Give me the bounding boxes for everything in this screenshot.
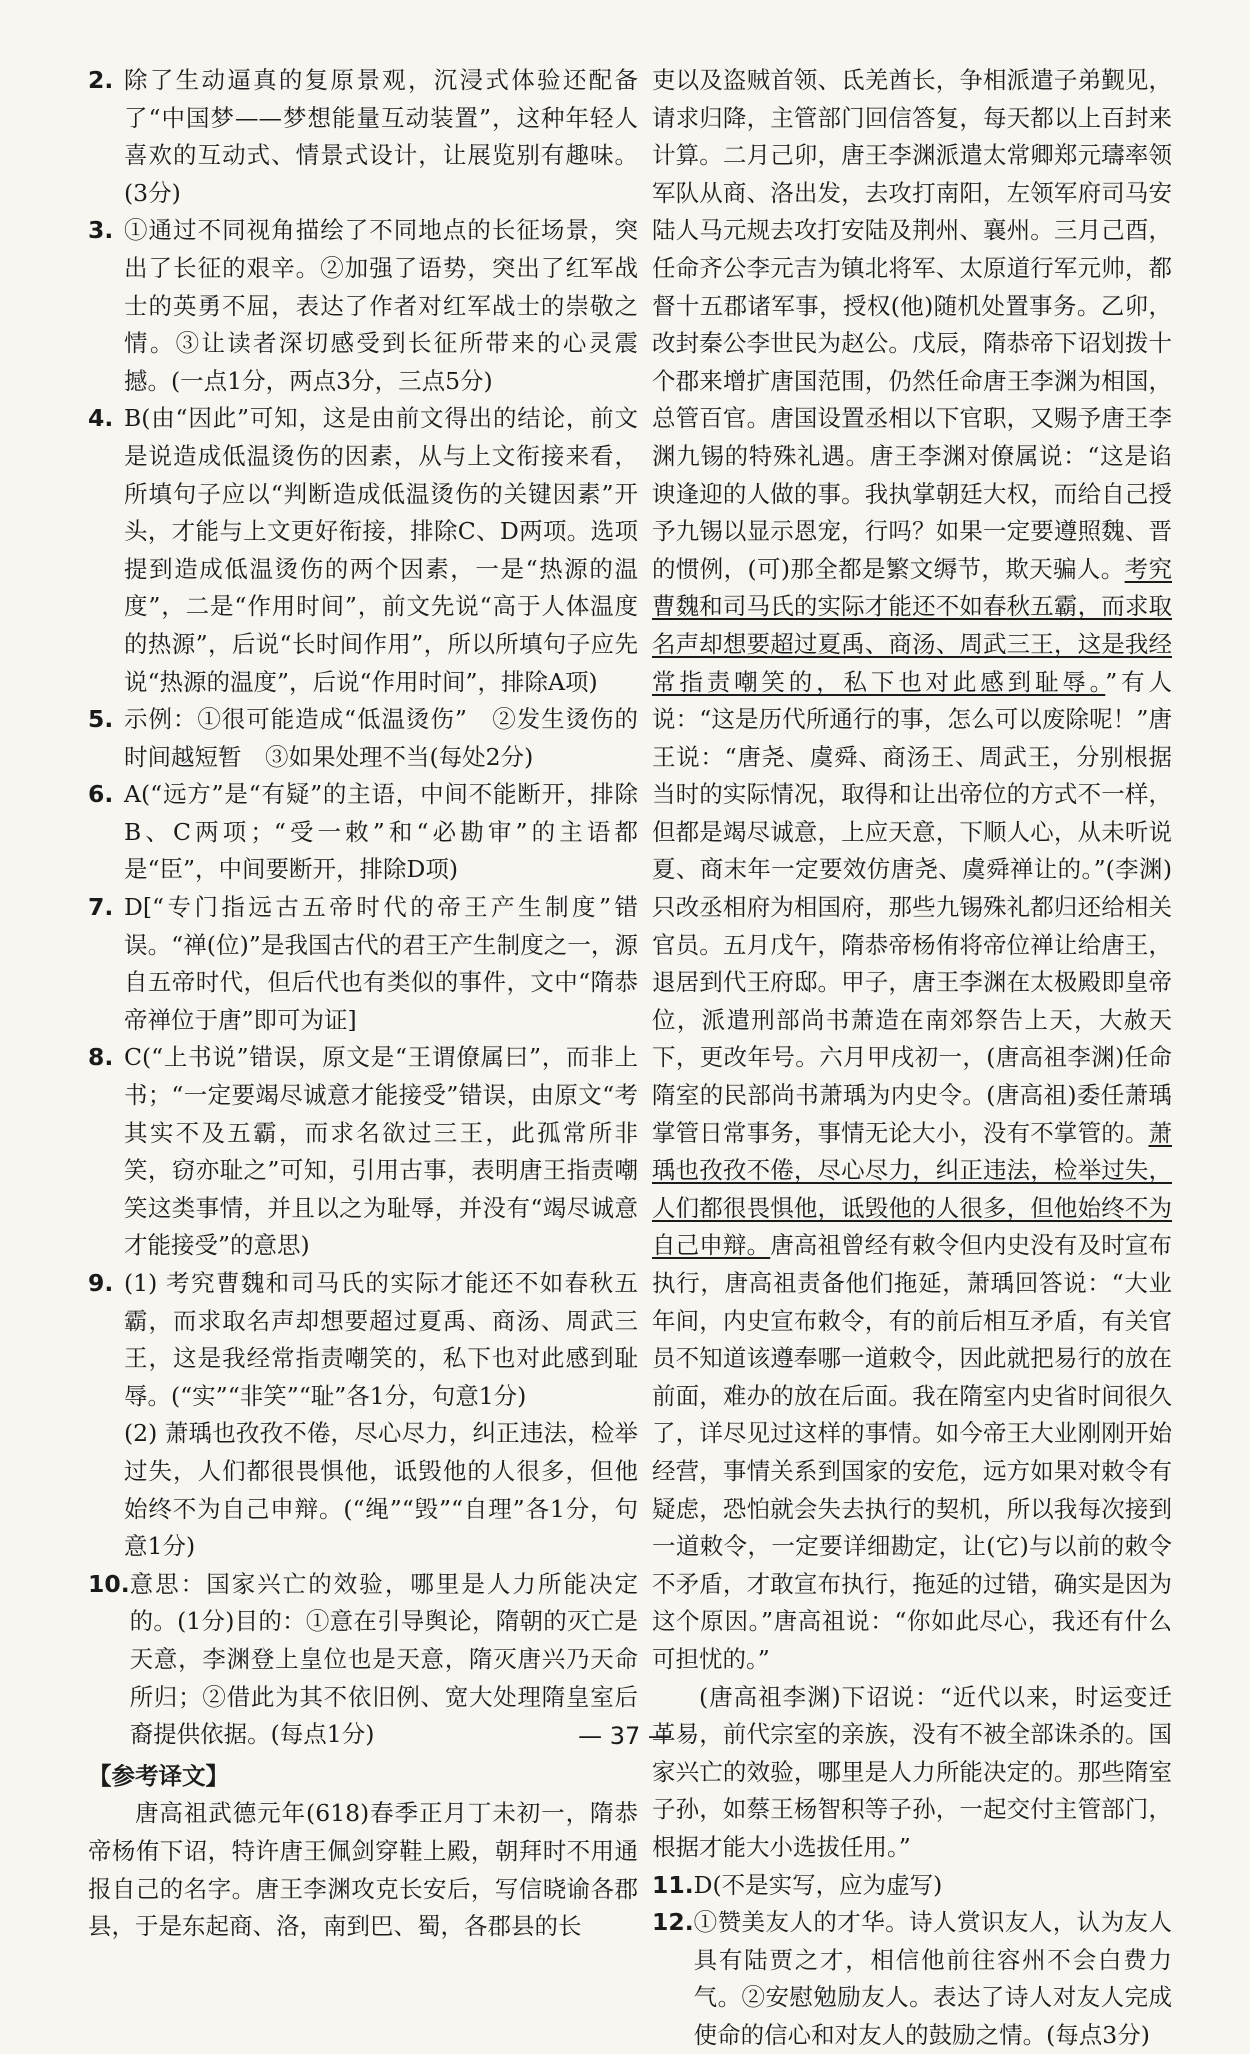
item-subpart-2: (2) 萧瑀也孜孜不倦，尽心尽力，纠正违法，检举过失，人们都很畏惧他，诋毁他的人很多，但他始终不为自己申辩。(“绳”“毁”“自理”各1分，句意1分) <box>124 1419 638 1561</box>
translation-text: 吏以及盗贼首领、氐羌酋长，争相派遣子弟觐见，请求归降，主管部门回信答复，每天都以上百封来计算。二月己卯，唐王李渊派遣太常卿郑元璹率领军队从商、洛出发，去攻打南阳，左领军府司马安陆人马元规去攻打安陆及荆州、襄州。三月己酉，任命齐公李元吉为镇北将军、太原道行军元帅，都督十五郡诸军事，授权(他)随机处置事务。乙卯，改封秦公李世民为赵公。戊辰，隋恭帝下诏划拨十个郡来增扩唐国范围，仍然任命唐王李渊为相国，总管百官。唐国设置丞相以下官职，又赐予唐王李渊九锡的特殊礼遇。唐王李渊对僚属说：“这是谄谀逢迎的人做的事。我执掌朝廷大权，而给自己授予九锡以显示恩宠，行吗？如果一定要遵照魏、晋的惯例，(可)那全都是繁文缛节，欺天骗人。 <box>652 66 1172 583</box>
answer-item-7 <box>88 889 638 1039</box>
translation-text: ”有人说：“这是历代所通行的事，怎么可以废除呢！”唐王说：“唐尧、虞舜、商汤王、周武王，分别根据当时的实际情况，取得和让出帝位的方式不一样，但都是竭尽诚意，上应天意，下顺人心，从未听说夏、商末年一定要效仿唐尧、虞舜禅让的。”(李渊)只改丞相府为相国府，那些九锡殊礼都归还给相关官员。五月戊午，隋恭帝杨侑将帝位禅让给唐王，退居到代王府邸。甲子，唐王李渊在太极殿即皇帝位，派遣刑部尚书萧造在南郊祭告上天，大赦天下，更改年号。六月甲戌初一，(唐高祖李渊)任命隋室的民部尚书萧瑀为内史令。(唐高祖)委任萧瑀掌管日常事务，事情无论大小，没有不掌管的。 <box>652 667 1173 1147</box>
left-column <box>88 62 638 1946</box>
underlined-sentence-1: 考究曹魏和司马氏的实际才能还不如春秋五霸，而求取名声却想要超过夏禹、商汤、周武三王，这是我经常指责嘲笑的，私下也对此感到耻辱。 <box>652 554 1172 696</box>
item-text: 意思：国家兴亡的效验，哪里是人力所能决定的。(1分)目的：①意在引导舆论，隋朝的灭亡是天意，李渊登上皇位也是天意，隋灭唐兴乃天命所归；②借此为其不依旧例、宽大处理隋皇室后裔提供依据。(每点1分) <box>129 1569 638 1749</box>
item-text: D[“专门指远古五帝时代的帝王产生制度”错误。“禅(位)”是我国古代的君王产生制度之一，源自五帝时代，但后代也有类似的事件，文中“隋恭帝禅位于唐”即可为证] <box>124 893 638 1034</box>
right-column <box>652 62 1172 2054</box>
item-text: B(由“因此”可知，这是由前文得出的结论，前文是说造成低温烫伤的因素，从与上文衔接来看，所填句子应以“判断造成低温烫伤的关键因素”开头，才能与上文更好衔接，排除C、D两项。选项提到造成低温烫伤的两个因素，一是“热源的温度”，二是“作用时间”，前文先说“高于人体温度的热源”，后说“长时间作用”，所以所填句子应先说“热源的温度”，后说“作用时间”，排除A项) <box>124 404 638 696</box>
item-text: A(“远方”是“有疑”的主语，中间不能断开，排除B、C两项；“受一敕”和“必勘审”的主语都是“臣”，中间要断开，排除D项) <box>124 780 638 884</box>
item-text: C(“上书说”错误，原文是“王谓僚属曰”，而非上书；“一定要竭尽诚意才能接受”错误，由原文“考其实不及五霸，而求名欲过三王，此孤常所非笑，窃亦耻之”可知，引用古事，表明唐王指责嘲笑这类事情，并且以之为耻辱，并没有“竭尽诚意才能接受”的意思) <box>124 1043 638 1260</box>
answer-item-8 <box>88 1039 638 1265</box>
item-number: 6. <box>88 780 114 809</box>
answer-item-6 <box>88 776 638 889</box>
item-number: 11. <box>652 1870 694 1899</box>
item-number: 2. <box>88 66 114 94</box>
answer-item-2 <box>88 62 638 212</box>
item-subpart-1: (1) 考究曹魏和司马氏的实际才能还不如春秋五霸，而求取名声却想要超过夏禹、商汤、周武三王，这是我经常指责嘲笑的，私下也对此感到耻辱。(“实”“非笑”“耻”各1分，句意1分) <box>124 1269 638 1410</box>
item-text: ①通过不同视角描绘了不同地点的长征场景，突出了长征的艰辛。②加强了语势，突出了红军战士的英勇不屈，表达了作者对红军战士的崇敬之情。③让读者深切感受到长征所带来的心灵震撼。(一点1分，两点3分，三点5分) <box>124 216 638 395</box>
translation-paragraph-edict: (唐高祖李渊)下诏说：“近代以来，时运变迁革易，前代宗室的亲族，没有不被全部诛杀的。国家兴亡的效验，哪里是人力所能决定的。那些隋室子孙，如蔡王杨智积等子孙，一起交付主管部门，根据才能大小选拔任用。” <box>652 1682 1172 1861</box>
translation-text: 唐高祖曾经有敕令但内史没有及时宣布执行，唐高祖责备他们拖延，萧瑀回答说：“大业年间，内史宣布敕令，有的前后相互矛盾，有关官员不知道该遵奉哪一道敕令，因此就把易行的放在前面，难办的放在后面。我在隋室内史省时间很久了，详尽见过这样的事情。如今帝王大业刚刚开始经营，事情关系到国家的安危，远方如果对敕令有疑虑，恐怕就会失去执行的契机，所以我每次接到一道敕令，一定要详细勘定，让(它)与以前的敕令不矛盾，才敢宣布执行，拖延的过错，确实是因为这个原因。”唐高祖说：“你如此尽心，我还有什么可担忧的。” <box>652 1231 1173 1673</box>
item-text: D(不是实写，应为虚写) <box>693 1870 943 1899</box>
item-number: 7. <box>88 893 114 922</box>
translation-heading: 【参考译文】 <box>88 1761 229 1790</box>
answer-item-12 <box>652 1904 1172 2054</box>
answer-item-11 <box>652 1867 1172 1905</box>
item-number: 9. <box>88 1269 114 1297</box>
item-number: 12. <box>652 1908 694 1937</box>
answer-item-5 <box>88 701 638 776</box>
answer-item-4 <box>88 400 638 701</box>
item-number: 4. <box>88 404 114 433</box>
item-text: ①赞美友人的才华。诗人赏识友人，认为友人具有陆贾之才，相信他前往容州不会白费力气。②安慰勉励友人。表达了诗人对友人完成使命的信心和对友人的鼓励之情。(每点3分) <box>693 1908 1172 2049</box>
item-number: 8. <box>88 1043 114 1072</box>
underlined-sentence-2: 萧瑀也孜孜不倦，尽心尽力，纠正违法，检举过失，人们都很畏惧他，诋毁他的人很多，但他始终不为自己申辩。 <box>652 1118 1172 1260</box>
item-number: 10. <box>88 1569 130 1598</box>
translation-paragraph-continued <box>652 62 1172 1679</box>
item-body <box>124 1265 638 1566</box>
answer-item-3 <box>88 212 638 400</box>
item-text: 示例：①很可能造成“低温烫伤” ②发生烫伤的时间越短暂 ③如果处理不当(每处2分) <box>124 705 638 771</box>
item-number: 3. <box>88 216 114 245</box>
answer-item-9 <box>88 1265 638 1566</box>
item-number: 5. <box>88 705 114 734</box>
translation-paragraph-start: 唐高祖武德元年(618)春季正月丁未初一，隋恭帝杨侑下诏，特许唐王佩剑穿鞋上殿，朝拜时不用通报自己的名字。唐王李渊攻克长安后，写信晓谕各郡县，于是东起商、洛，南到巴、蜀，各郡县的长 <box>88 1799 638 1941</box>
page-number: — 37 — <box>578 1722 672 1750</box>
item-text: 除了生动逼真的复原景观，沉浸式体验还配备了“中国梦——梦想能量互动装置”，这种年轻人喜欢的互动式、情景式设计，让展览别有趣味。(3分) <box>124 66 638 207</box>
